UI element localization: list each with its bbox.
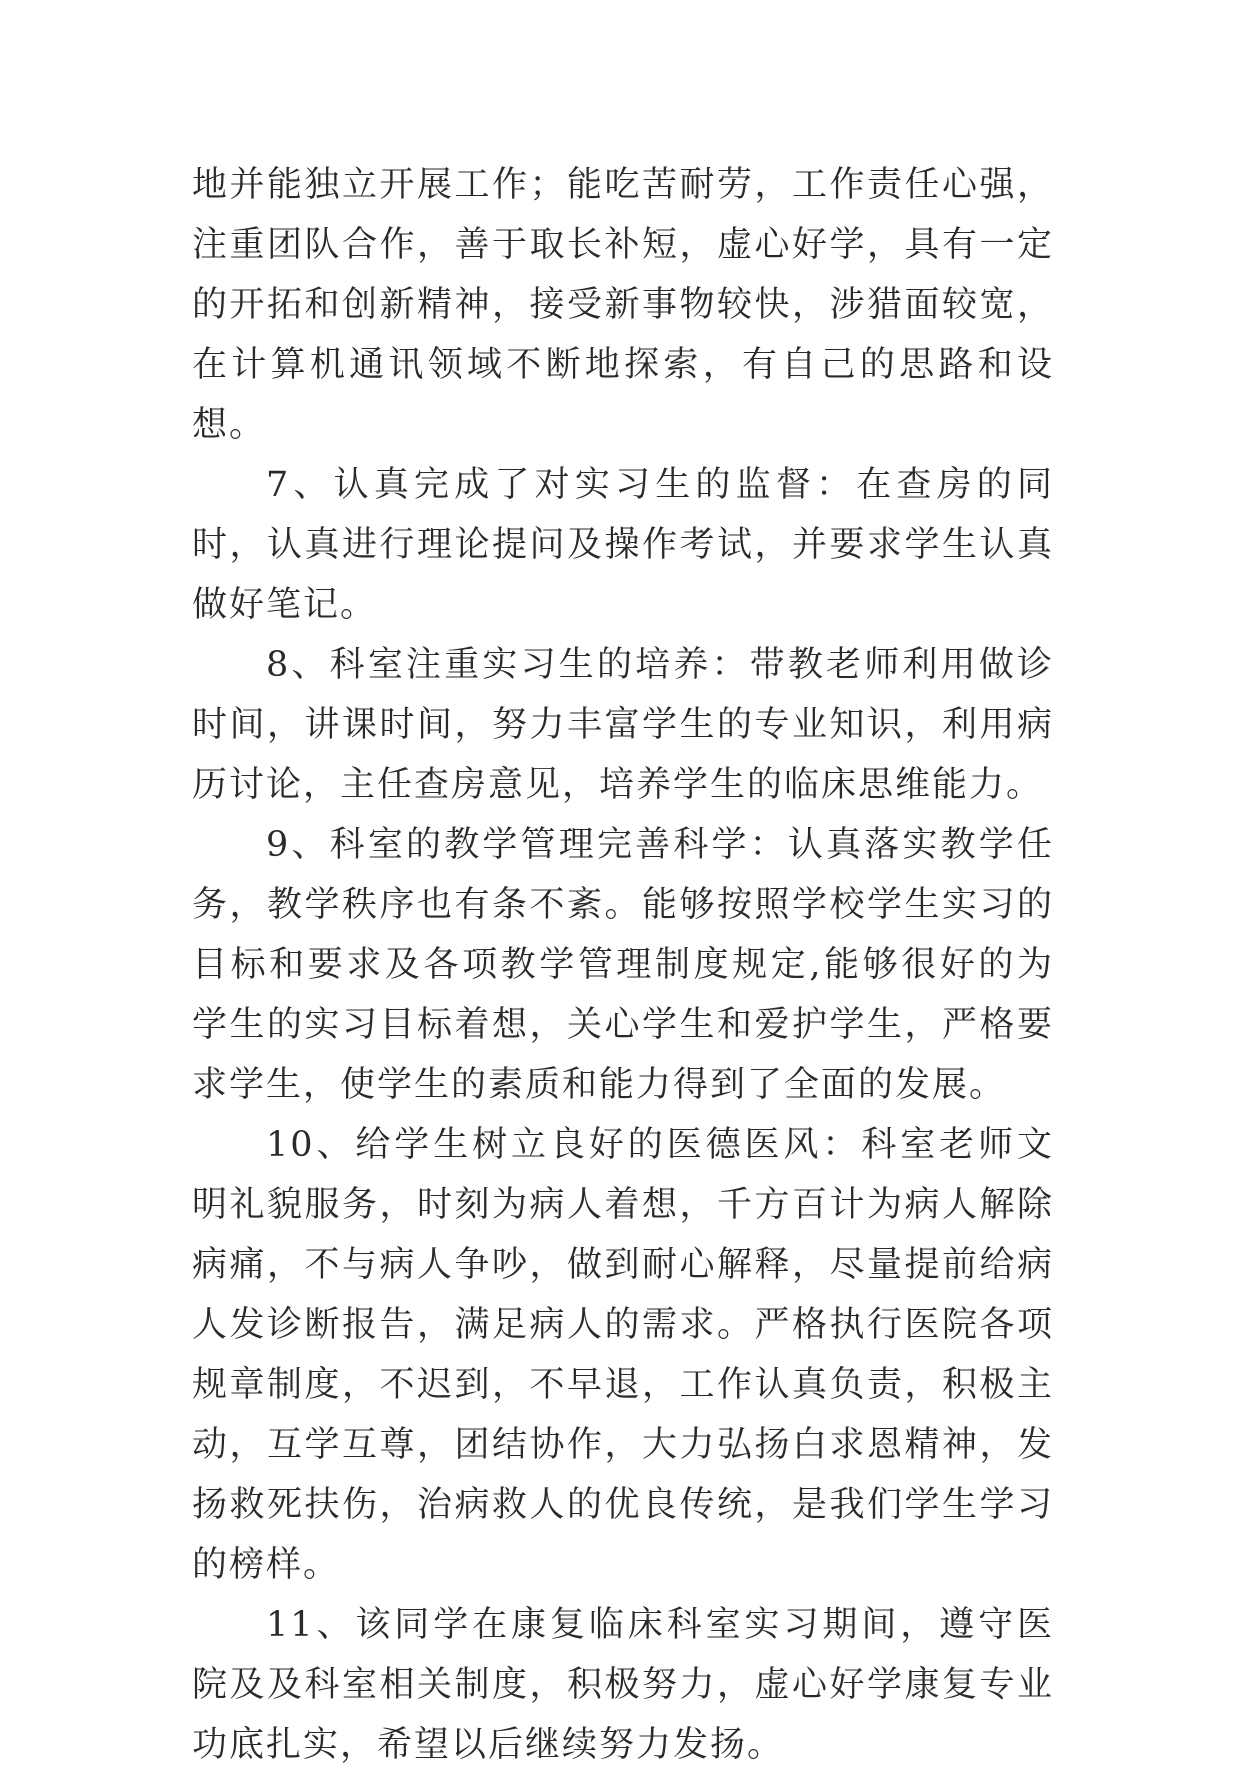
paragraph-item-10: 10、给学生树立良好的医德医风：科室老师文明礼貌服务，时刻为病人着想，千方百计为病人解除病痛，不与病人争吵，做到耐心解释，尽量提前给病人发诊断报告，满足病人的需求。严格执行医院各项规章制度，不迟到，不早退，工作认真负责，积极主动，互学互尊，团结协作，大力弘扬白求恩精神，发扬救死扶伤，治病救人的优良传统，是我们学生学习的榜样。 [192, 1125, 1054, 1585]
paragraph-item-7: 7、认真完成了对实习生的监督：在查房的同时，认真进行理论提问及操作考试，并要求学生认真做好笔记。 [192, 465, 1054, 625]
paragraph-item-8: 8、科室注重实习生的培养：带教老师利用做诊时间，讲课时间，努力丰富学生的专业知识，利用病历讨论，主任查房意见，培养学生的临床思维能力。 [192, 645, 1054, 805]
paragraph-item-11: 11、该同学在康复临床科室实习期间，遵守医院及及科室相关制度，积极努力，虚心好学康复专业功底扎实，希望以后继续努力发扬。 [192, 1605, 1054, 1765]
paragraph-item-9: 9、科室的教学管理完善科学：认真落实教学任务，教学秩序也有条不紊。能够按照学校学生实习的目标和要求及各项教学管理制度规定,能够很好的为学生的实习目标着想，关心学生和爱护学生，严格要求学生，使学生的素质和能力得到了全面的发展。 [192, 825, 1054, 1105]
paragraph-continuation: 地并能独立开展工作；能吃苦耐劳，工作责任心强，注重团队合作，善于取长补短，虚心好学，具有一定的开拓和创新精神，接受新事物较快，涉猎面较宽，在计算机通讯领域不断地探索，有自己的思路和设想。 [192, 165, 1054, 445]
document-body [192, 155, 1054, 1775]
